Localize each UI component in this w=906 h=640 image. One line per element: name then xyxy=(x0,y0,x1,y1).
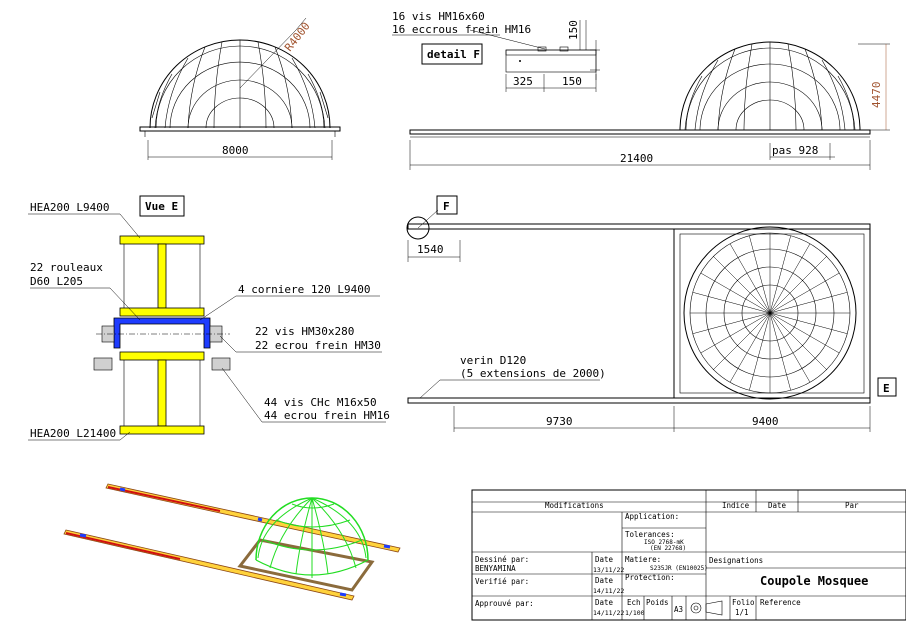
plan-dim-left: 9730 xyxy=(546,415,573,428)
beam-bottom-label: HEA200 L21400 xyxy=(30,427,117,440)
marker-f: F xyxy=(443,200,450,213)
dome-rib xyxy=(701,273,770,313)
dome-rib xyxy=(749,236,770,313)
angle-label: 4 corniere 120 L9400 xyxy=(238,283,371,296)
dome-rib xyxy=(713,256,770,313)
dome-rib xyxy=(770,313,810,382)
detail-f-dim-right: 150 xyxy=(562,75,582,88)
detail-f-dim-left: 325 xyxy=(513,75,533,88)
title-block xyxy=(472,490,906,620)
dome-rib xyxy=(749,313,770,390)
tb-ech-label: Ech xyxy=(627,598,641,607)
tb-modifications: Modifications xyxy=(545,501,604,510)
pitch-label: pas 928 xyxy=(772,144,819,157)
tb-protection: Protection: xyxy=(625,573,675,582)
tb-date-approved: 14/11/22 xyxy=(593,609,625,617)
plan-view xyxy=(407,196,896,432)
tb-format: A3 xyxy=(674,605,684,614)
dome-rib xyxy=(713,313,770,370)
tb-par: Par xyxy=(845,501,859,510)
detail-f-note-1: 16 vis HM16x60 xyxy=(392,10,485,23)
isometric-view xyxy=(64,484,400,600)
radius-label: R4000 xyxy=(282,19,313,54)
tb-ech-value: 1/100 xyxy=(625,609,645,617)
bolts-label-1: 22 vis HM30x280 xyxy=(255,325,355,338)
dome-rib xyxy=(730,313,770,382)
tb-matiere-label: Matiere: xyxy=(625,555,662,564)
screws-label-2: 44 ecrou frein HM16 xyxy=(264,409,390,422)
rollers-label-2: D60 L205 xyxy=(30,275,83,288)
dome-rib xyxy=(770,292,847,313)
detail-f-height-dim: 150 xyxy=(567,20,580,40)
tb-matiere-value: S235JR (EN10025) xyxy=(650,565,708,572)
dome-rib xyxy=(770,273,839,313)
screws-label-1: 44 vis CHc M16x50 xyxy=(264,396,377,409)
tb-folio-label: Folio xyxy=(732,598,755,607)
dome-height-label: 4470 xyxy=(870,81,883,108)
dome-elevation-left xyxy=(140,18,340,160)
marker-e: E xyxy=(883,382,890,395)
tb-date-verified: 14/11/22 xyxy=(593,587,625,595)
jack-label-1: verin D120 xyxy=(460,354,527,367)
total-length-label: 21400 xyxy=(620,152,654,165)
jack-label-2: (5 extensions de 2000) xyxy=(460,367,606,380)
dome-rib xyxy=(770,236,791,313)
tb-tolerances: Tolerances: xyxy=(625,530,675,539)
detail-f-note-2: 16 eccrous frein HM16 xyxy=(392,23,532,36)
dome-rib xyxy=(770,313,791,390)
tb-tolerances-std2: (EN 22768) xyxy=(650,545,687,552)
dome-rib xyxy=(770,313,827,370)
dome-rib xyxy=(770,256,827,313)
dome-rib xyxy=(693,313,770,334)
tb-reference-label: Reference xyxy=(760,598,801,607)
dome-rib xyxy=(770,313,847,334)
plan-dim-right: 9400 xyxy=(752,415,779,428)
dome-rib xyxy=(701,313,770,353)
dome-rib xyxy=(730,244,770,313)
tb-poids-label: Poids xyxy=(646,598,669,607)
rollers-label-1: 22 rouleaux xyxy=(30,261,103,274)
tb-indice: Indice xyxy=(722,501,750,510)
dome-rib xyxy=(770,313,839,353)
dim-1540: 1540 xyxy=(417,243,444,256)
dome-rib xyxy=(770,244,810,313)
tb-folio-value: 1/1 xyxy=(735,608,749,617)
detail-f-title: detail F xyxy=(427,48,480,61)
tb-approuve-label: Approuvé par: xyxy=(475,599,534,608)
tb-designations: Designations xyxy=(709,556,764,565)
tb-date-label-3: Date xyxy=(595,598,614,607)
plan-dome-ribs xyxy=(690,233,850,393)
tb-verifie-label: Verifié par: xyxy=(475,577,530,586)
beam-top-label: HEA200 L9400 xyxy=(30,201,110,214)
tb-date-drawn: 13/11/22 xyxy=(593,566,625,574)
dome-rib xyxy=(693,292,770,313)
tb-date-header: Date xyxy=(768,501,787,510)
dome-width-label: 8000 xyxy=(222,144,249,157)
tb-title: Coupole Mosquee xyxy=(760,574,869,588)
tb-dessine-name: BENYAMINA xyxy=(475,564,516,573)
tb-dessine-label: Dessiné par: xyxy=(475,555,530,564)
tb-date-label-1: Date xyxy=(595,555,614,564)
tb-date-label-2: Date xyxy=(595,576,614,585)
view-e-title: Vue E xyxy=(145,200,179,213)
tb-tolerances-std1: ISO 2768-mK xyxy=(644,539,684,546)
tb-application: Application: xyxy=(625,512,680,521)
bolts-label-2: 22 ecrou frein HM30 xyxy=(255,339,381,352)
